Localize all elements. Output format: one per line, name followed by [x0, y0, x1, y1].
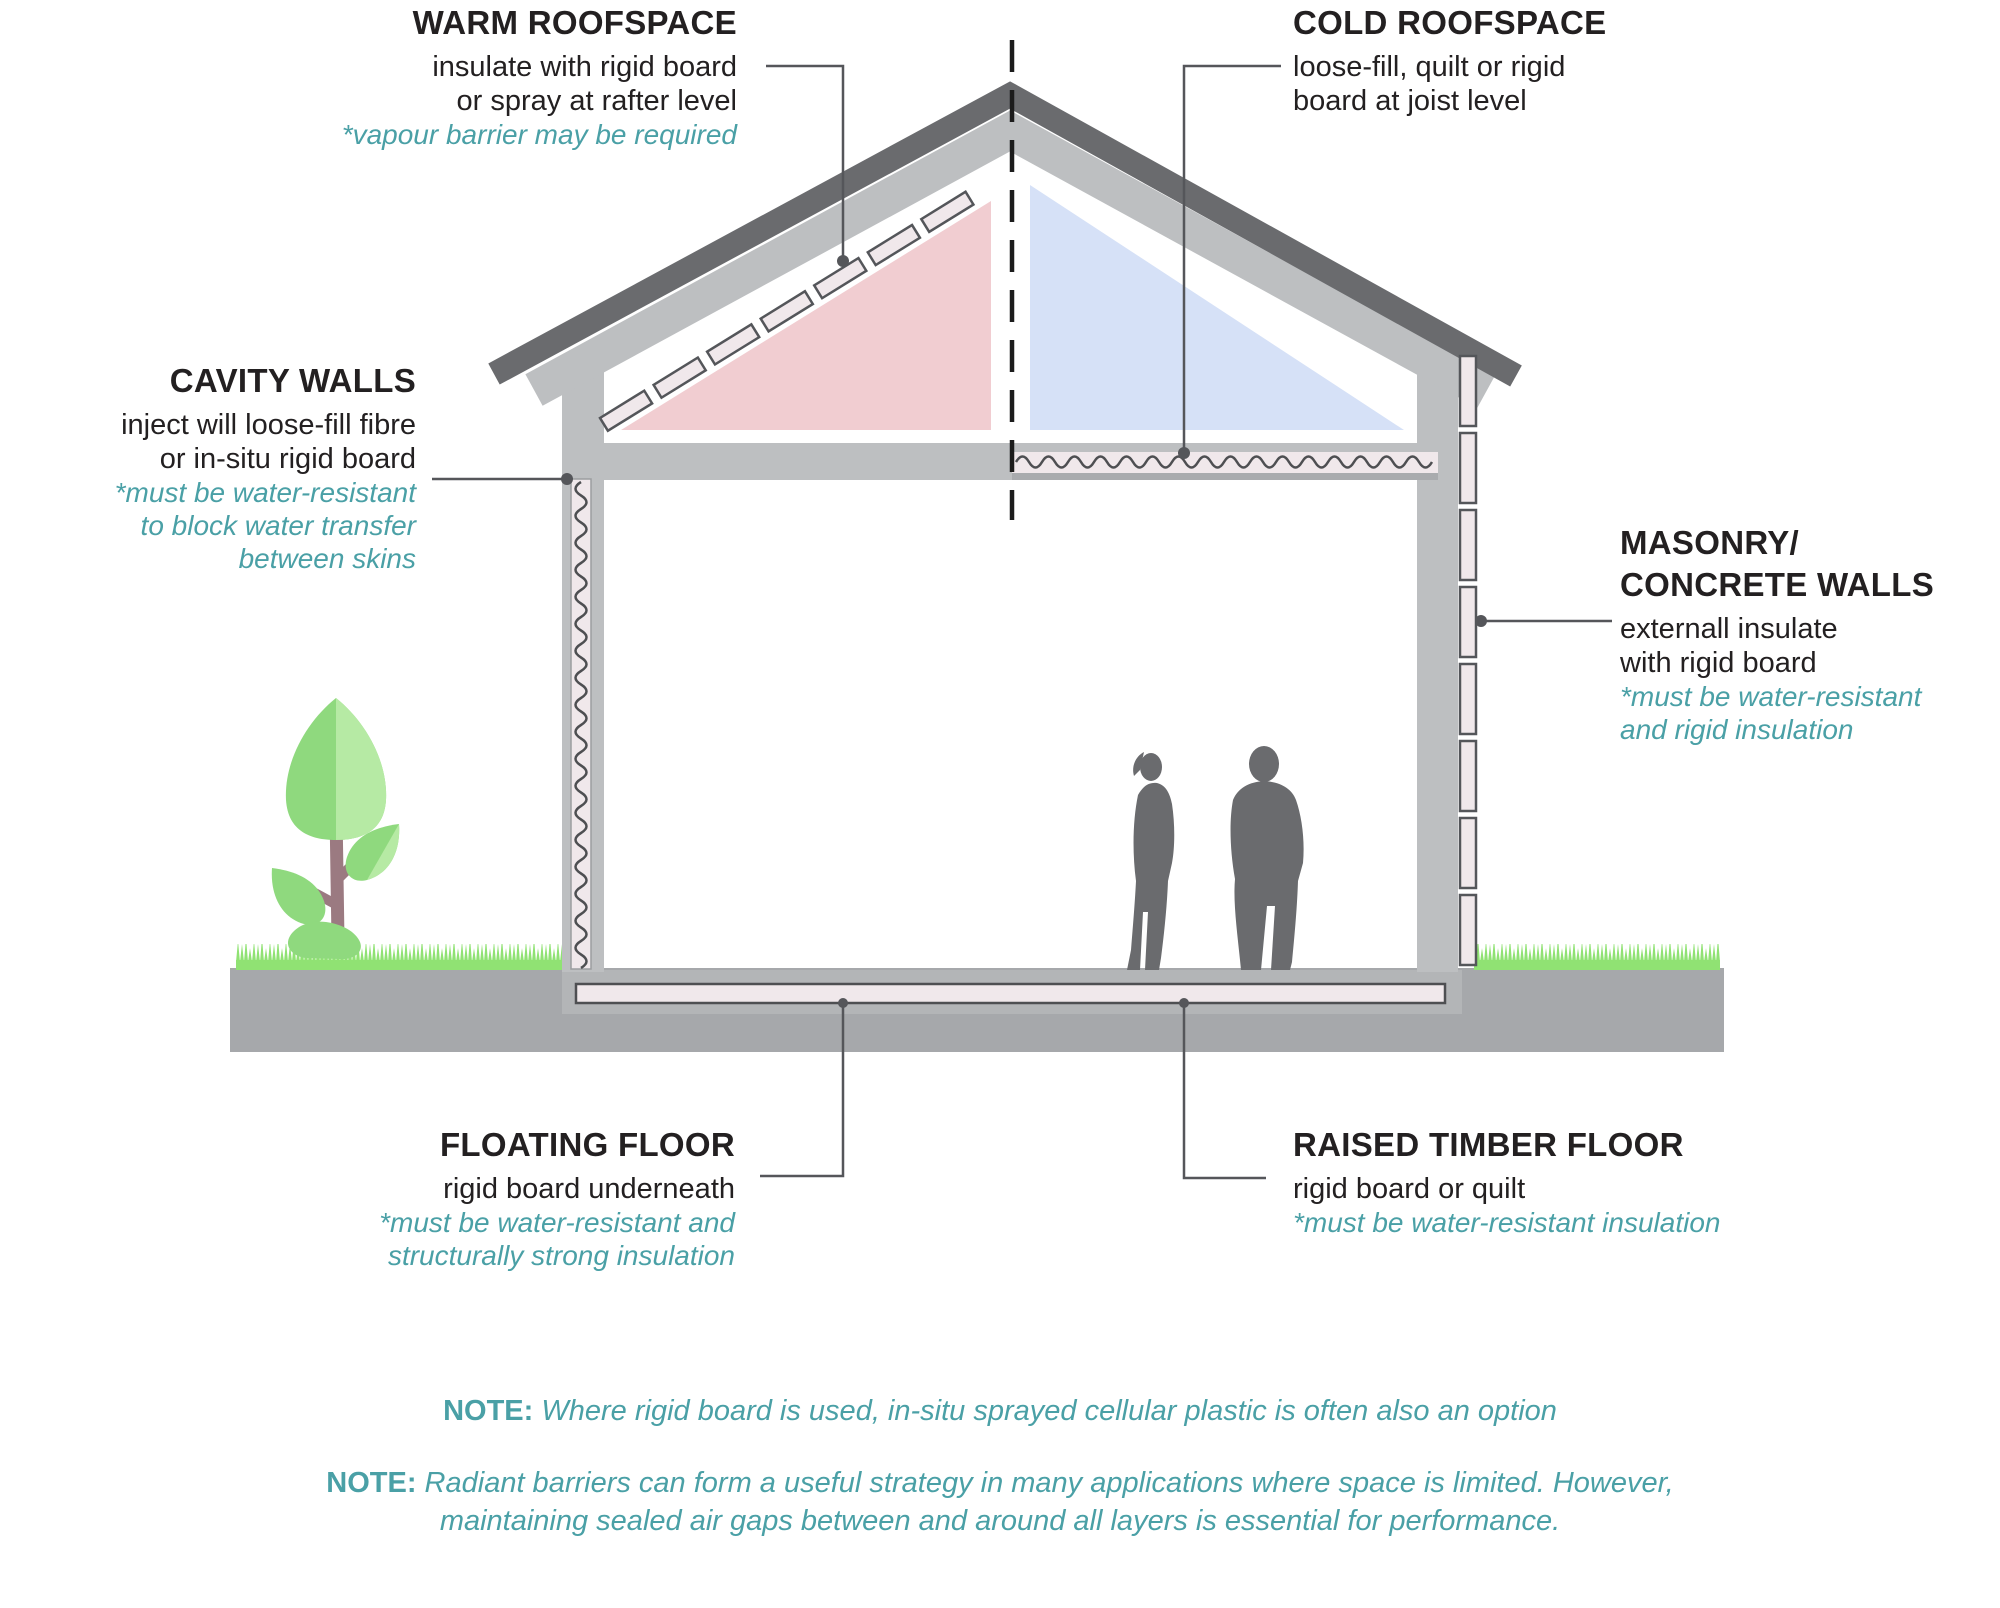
person-silhouette-man	[1231, 746, 1304, 970]
floating-floor-label	[379, 1124, 735, 1272]
masonry-walls-note2: and rigid insulation	[1620, 714, 1854, 745]
warm-roofspace-note: *vapour barrier may be required	[341, 119, 737, 150]
person-silhouette-woman	[1127, 752, 1174, 970]
external-insulation-boards	[1460, 356, 1476, 965]
cavity-walls-line1: inject will loose-fill fibre	[121, 409, 416, 441]
cold-roofspace-label	[1293, 2, 1606, 118]
footnote-1	[0, 1392, 2000, 1430]
masonry-walls-line1: externall insulate	[1620, 613, 1838, 645]
raised-timber-floor-line1: rigid board or quilt	[1293, 1173, 1526, 1205]
masonry-walls-title2: CONCRETE WALLS	[1620, 566, 1935, 603]
warm-roofspace-title: WARM ROOFSPACE	[412, 4, 737, 41]
masonry-walls-title1: MASONRY/	[1620, 524, 1800, 561]
warm-roofspace-line2: or spray at rafter level	[456, 85, 737, 117]
raised-timber-floor-note1: *must be water-resistant insulation	[1293, 1207, 1721, 1238]
raised-timber-floor-label	[1293, 1124, 1720, 1239]
floating-floor-line1: rigid board underneath	[443, 1173, 735, 1205]
cavity-walls-line2: or in-situ rigid board	[159, 443, 416, 475]
masonry-walls-line2: with rigid board	[1620, 647, 1817, 679]
footnote-2-text: Radiant barriers can form a useful strategy in many applications where space is limited. However, maintaining sealed air gaps between and around all layers is essential for performance.	[424, 1467, 1674, 1537]
floating-floor-note2: structurally strong insulation	[387, 1240, 735, 1271]
footnote-2	[290, 1464, 1710, 1540]
floating-floor-note1: *must be water-resistant and	[379, 1207, 735, 1238]
masonry-walls-note1: *must be water-resistant	[1620, 681, 1922, 712]
warm-roofspace-line1: insulate with rigid board	[432, 51, 737, 83]
cold-roofspace-title: COLD ROOFSPACE	[1293, 4, 1607, 41]
floating-floor-title: FLOATING FLOOR	[439, 1126, 735, 1163]
floating-floor-board	[576, 984, 1445, 1003]
footnote-2-label: NOTE:	[326, 1467, 417, 1499]
footnote-1-label: NOTE:	[443, 1395, 534, 1427]
cavity-walls-note2: to block water transfer	[140, 510, 416, 541]
cavity-walls-label	[115, 360, 416, 575]
tree-icon	[272, 698, 399, 959]
joist-insulation-quilt	[1012, 452, 1438, 480]
cold-roofspace-line2: board at joist level	[1293, 85, 1527, 117]
cold-roofspace-line1: loose-fill, quilt or rigid	[1293, 51, 1566, 83]
cavity-insulation-squiggle	[571, 479, 591, 969]
footnote-1-text: Where rigid board is used, in-situ sprayed cellular plastic is often also an option	[541, 1395, 1557, 1427]
masonry-walls-label	[1620, 522, 1934, 746]
cavity-walls-note3: between skins	[238, 543, 416, 574]
cavity-walls-note1: *must be water-resistant	[114, 477, 416, 508]
grass	[236, 944, 1720, 970]
warm-roofspace-label	[342, 2, 737, 151]
cavity-walls-title: CAVITY WALLS	[169, 362, 416, 399]
raised-timber-floor-title: RAISED TIMBER FLOOR	[1293, 1126, 1684, 1163]
